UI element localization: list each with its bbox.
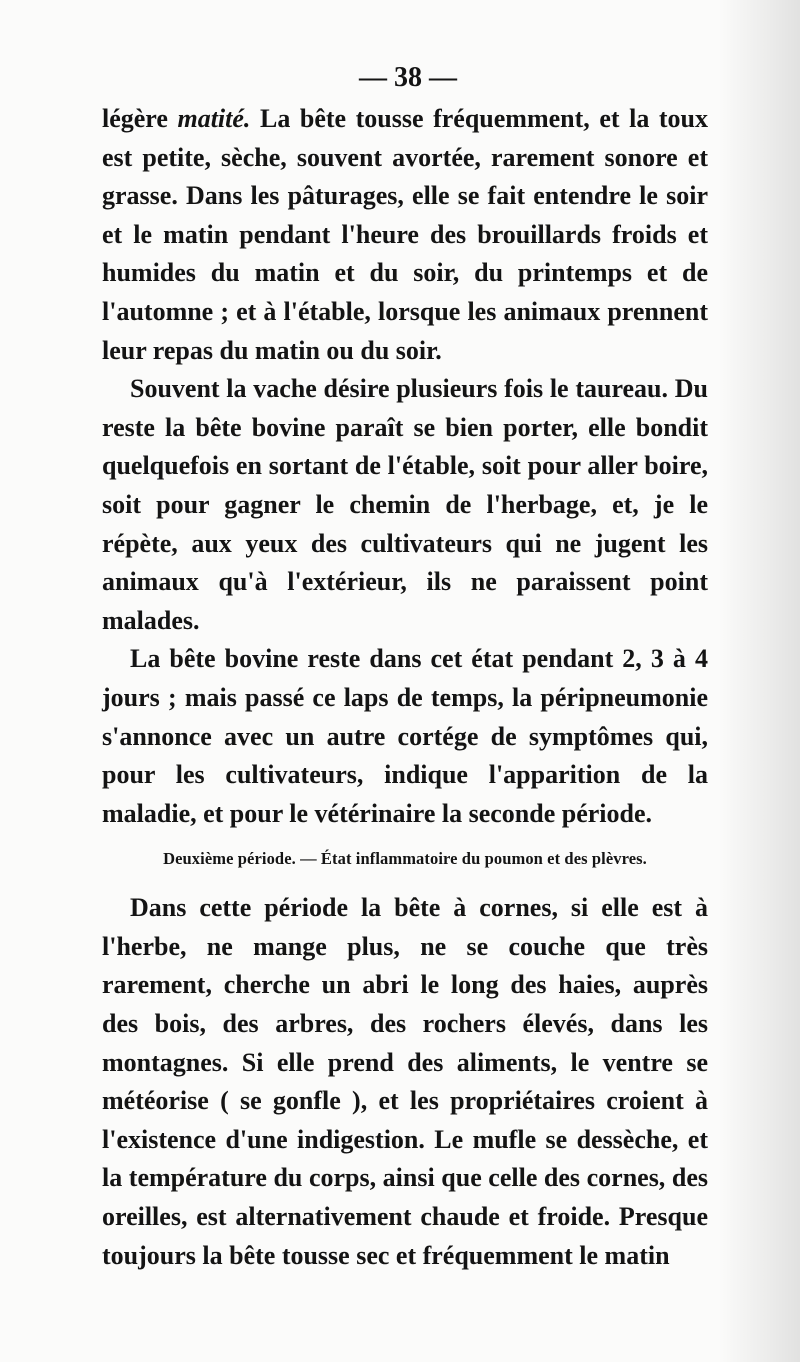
section-heading: Deuxième période. — État inflammatoire du poumon et des plèvres. bbox=[163, 849, 647, 869]
paragraph-1-lead: légère bbox=[102, 104, 178, 133]
paragraph-1-italic-term: matité. bbox=[177, 104, 251, 133]
paragraph-1-rest: La bête tousse fréquemment, et la toux est petite, sèche, souvent avortée, rarement sonore et grasse. Dans les pâturages, elle se fait entendre le soir et le matin pendant l'heure des brouillards froids et humides du matin et du soir, du printemps et de l'automne ; et à l'étable, lorsque les animaux prennent leur repas du matin ou du soir. bbox=[102, 104, 708, 365]
text-block bbox=[102, 58, 708, 1275]
paragraph-2: Souvent la vache désire plusieurs fois le taureau. Du reste la bête bovine paraît se bien porter, elle bondit quelquefois en sortant de l'étable, soit pour aller boire, soit pour gagner le chemin de l'herbage, et, je le répète, aux yeux des cultivateurs qui ne jugent les animaux qu'à l'extérieur, ils ne paraissent point malades. bbox=[102, 374, 708, 635]
page-edge-shadow bbox=[718, 0, 800, 1362]
body-text bbox=[102, 100, 708, 1275]
page-number: — 38 — bbox=[359, 62, 457, 93]
paragraph-4: Dans cette période la bête à cornes, si elle est à l'herbe, ne mange plus, ne se couche que très rarement, cherche un abri le long des haies, auprès des bois, des arbres, des rochers élevés, dans les montagnes. Si elle prend des aliments, le ventre se météorise ( se gonfle ), et les propriétaires croient à l'existence d'une indigestion. Le mufle se dessèche, et la température du corps, ainsi que celle des cornes, des oreilles, est alternativement chaude et froide. Presque toujours la bête tousse sec et fréquemment le matin bbox=[102, 893, 708, 1270]
paragraph-1 bbox=[102, 100, 708, 370]
paragraph-3: La bête bovine reste dans cet état pendant 2, 3 à 4 jours ; mais passé ce laps de temps, la péripneumonie s'annonce avec un autre cortége de symptômes qui, pour les cultivateurs, indique l'apparition de la maladie, et pour le vétérinaire la seconde période. bbox=[102, 644, 708, 828]
